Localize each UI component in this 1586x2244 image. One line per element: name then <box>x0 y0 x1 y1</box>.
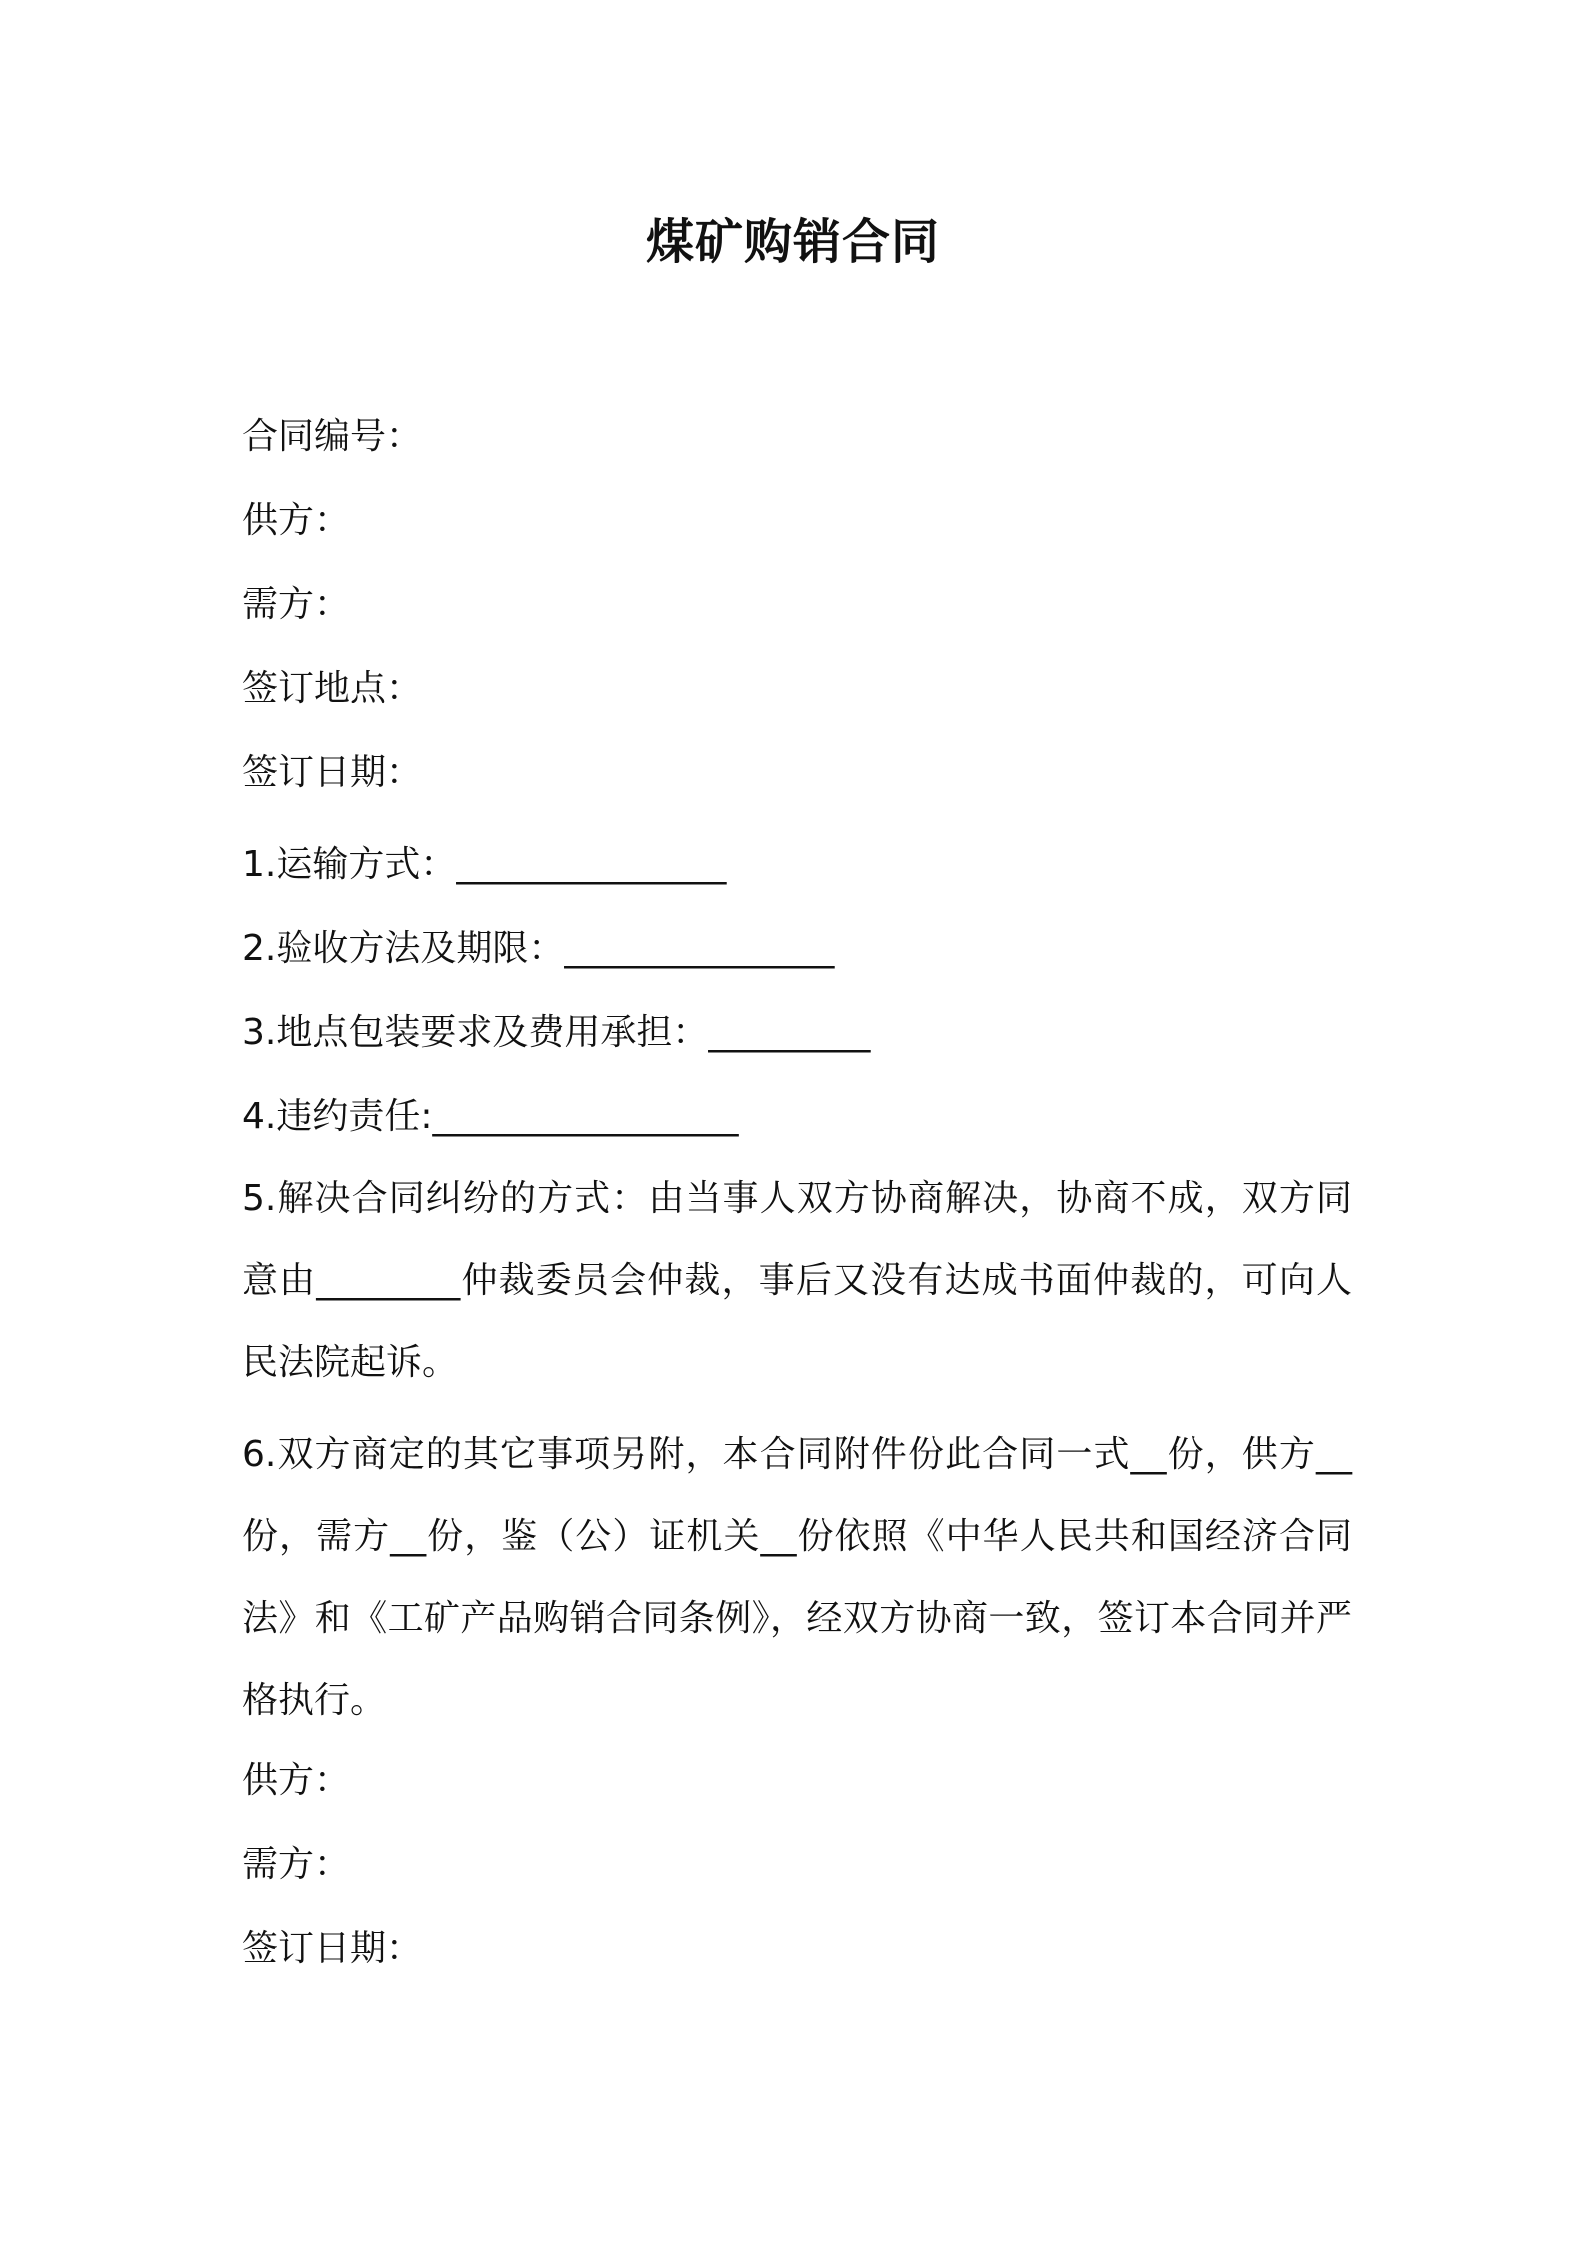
footer-supplier-label: 供方： <box>242 1760 351 1801</box>
clause-packaging: 3.地点包装要求及费用承担：_________ <box>242 1012 871 1053</box>
clause-liability: 4.违约责任:_________________ <box>242 1096 739 1137</box>
supplier-label: 供方： <box>242 500 351 541</box>
sign-place-label: 签订地点： <box>242 668 423 709</box>
clause-acceptance: 2.验收方法及期限：_______________ <box>242 928 835 969</box>
footer-sign-date-label: 签订日期： <box>242 1928 423 1969</box>
clause-other-matters: 6.双方商定的其它事项另附，本合同附件份此合同一式__份，供方__份，需方__份，鉴（公）证机关__份依照《中华人民共和国经济合同法》和《工矿产品购销合同条例》，经双方协商一致，签订本合同并严格执行。 <box>242 1434 1352 1721</box>
contract-number-label: 合同编号： <box>242 416 423 457</box>
sign-date-label: 签订日期： <box>242 752 423 793</box>
buyer-label: 需方： <box>242 584 351 625</box>
document-title: 煤矿购销合同 <box>645 214 940 270</box>
clause-transport: 1.运输方式：_______________ <box>242 844 727 885</box>
clause-dispute-resolution: 5.解决合同纠纷的方式：由当事人双方协商解决，协商不成，双方同意由________仲裁委员会仲裁，事后又没有达成书面仲裁的，可向人民法院起诉。 <box>242 1178 1352 1383</box>
footer-buyer-label: 需方： <box>242 1844 351 1885</box>
